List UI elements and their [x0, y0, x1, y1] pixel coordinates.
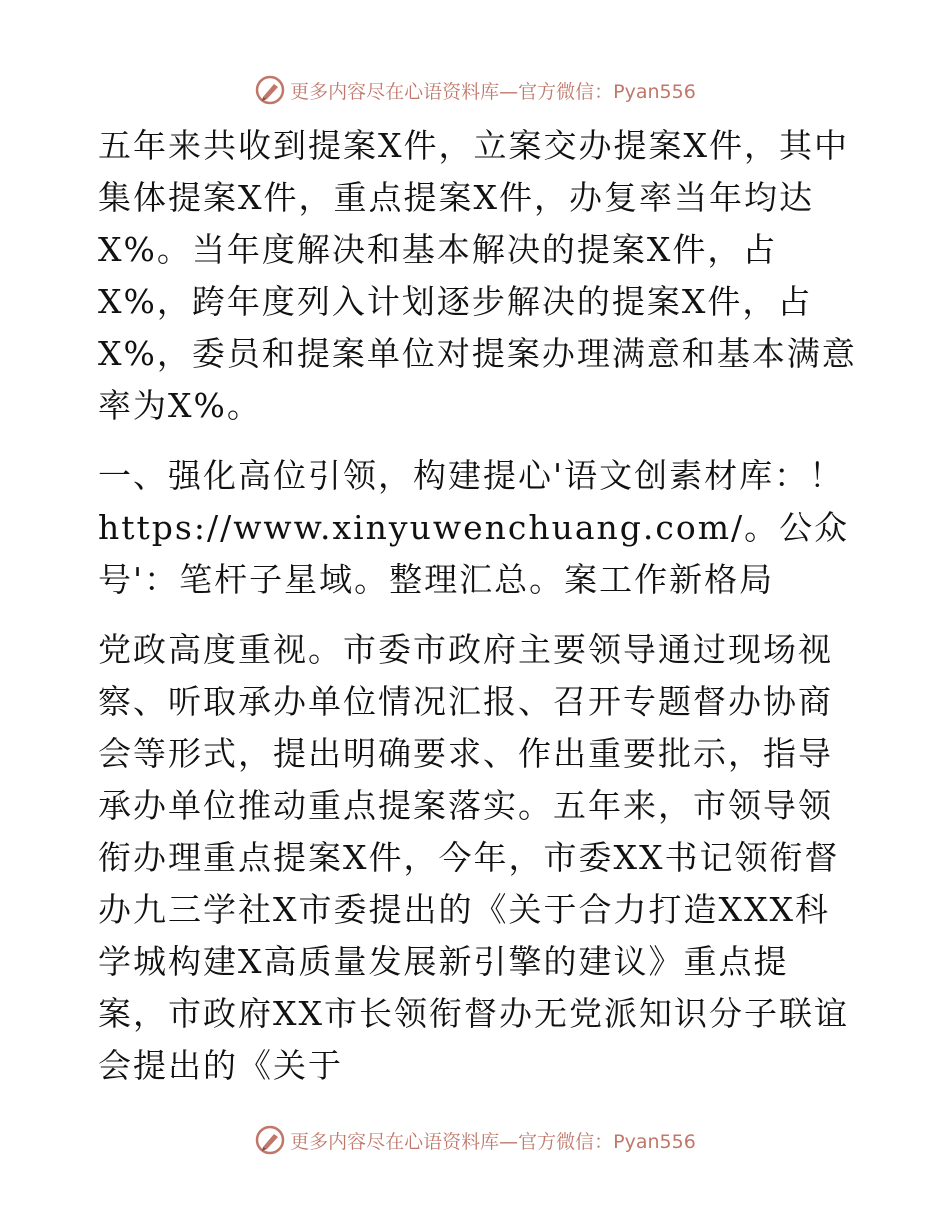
- footer-banner-text: 更多内容尽在心语资料库—官方微信：Pyan556: [290, 1130, 696, 1153]
- document-body: [98, 120, 858, 1092]
- pen-circle-logo-icon: [254, 74, 286, 106]
- paragraph-party-attention: 党政高度重视。市委市政府主要领导通过现场视察、听取承办单位情况汇报、召开专题督办协商会等形式，提出明确要求、作出重要批示，指导承办单位推动重点提案落实。五年来，市领导领衔办理重点提案X件，今年，市委XX书记领衔督办九三学社X市委提出的《关于合力打造XXX科学城构建X高质量发展新引擎的建议》重点提案，市政府XX市长领衔督办无党派知识分子联谊会提出的《关于: [98, 630, 849, 1085]
- paragraph-section-heading: 一、强化高位引领，构建提心'语文创素材库：！https://www.xinyuwenchuang.com/。公众号'：笔杆子星域。整理汇总。案工作新格局: [98, 456, 850, 599]
- paragraph-summary: 五年来共收到提案X件，立案交办提案X件，其中集体提案X件，重点提案X件，办复率当年均达X%。当年度解决和基本解决的提案X件，占X%，跨年度列入计划逐步解决的提案X件，占X%，委员和提案单位对提案办理满意和基本满意率为X%。: [98, 126, 857, 425]
- header-watermark-banner: [0, 70, 950, 110]
- header-banner-text: 更多内容尽在心语资料库—官方微信：Pyan556: [290, 80, 696, 103]
- pen-circle-logo-icon: [254, 1124, 286, 1156]
- footer-watermark-banner: [0, 1120, 950, 1160]
